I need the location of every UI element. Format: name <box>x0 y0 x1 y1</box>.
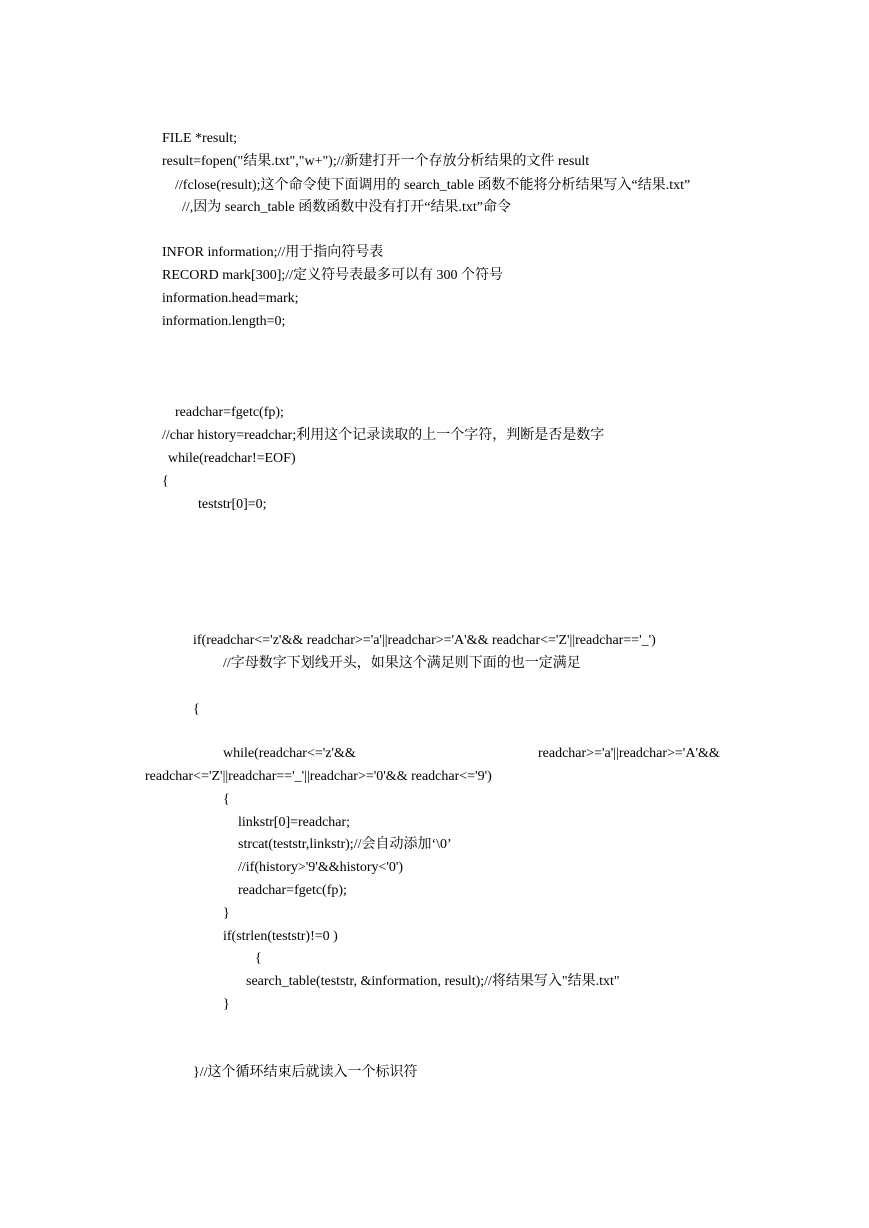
code-line: readchar=fgetc(fp); <box>238 883 347 898</box>
code-line: //fclose(result);这个命令使下面调用的 search_table 函数不能将分析结果写入“结果.txt” <box>175 178 691 193</box>
code-line: }//这个循环结束后就读入一个标识符 <box>193 1065 418 1080</box>
code-line: if(strlen(teststr)!=0 ) <box>223 929 338 944</box>
code-line: { <box>162 474 169 489</box>
code-line: strcat(teststr,linkstr);//会自动添加‘\0’ <box>238 837 452 852</box>
code-line: result=fopen("结果.txt","w+");//新建打开一个存放分析结果的文件 result <box>162 154 590 169</box>
code-line: //,因为 search_table 函数函数中没有打开“结果.txt”命令 <box>182 200 511 215</box>
code-line: while(readchar<='z'&& <box>223 746 356 761</box>
code-line: information.head=mark; <box>162 291 299 306</box>
code-line: INFOR information;//用于指向符号表 <box>162 245 384 260</box>
code-line: //char history=readchar;利用这个记录读取的上一个字符，判断是否是数字 <box>162 428 605 443</box>
code-line: //字母数字下划线开头，如果这个满足则下面的也一定满足 <box>223 656 581 671</box>
code-line: } <box>223 906 230 921</box>
code-line: readchar>='a'||readchar>='A'&& <box>538 746 720 761</box>
code-line: } <box>223 997 230 1012</box>
code-line: information.length=0; <box>162 314 286 329</box>
code-line: readchar=fgetc(fp); <box>175 405 284 420</box>
code-line: { <box>193 702 200 717</box>
code-line: { <box>255 951 262 966</box>
code-line: readchar<='Z'||readchar=='_'||readchar>='0'&& readchar<='9') <box>145 769 492 784</box>
code-line: if(readchar<='z'&& readchar>='a'||readchar>='A'&& readchar<='Z'||readchar=='_') <box>193 633 656 648</box>
code-line: //if(history>'9'&&history<'0') <box>238 860 404 875</box>
code-line: linkstr[0]=readchar; <box>238 815 351 830</box>
code-line: FILE *result; <box>162 131 238 146</box>
code-line: search_table(teststr, &information, result);//将结果写入"结果.txt" <box>246 974 620 989</box>
code-line: teststr[0]=0; <box>198 497 267 512</box>
code-line: while(readchar!=EOF) <box>168 451 296 466</box>
code-line: { <box>223 792 230 807</box>
code-line: RECORD mark[300];//定义符号表最多可以有 300 个符号 <box>162 268 504 283</box>
